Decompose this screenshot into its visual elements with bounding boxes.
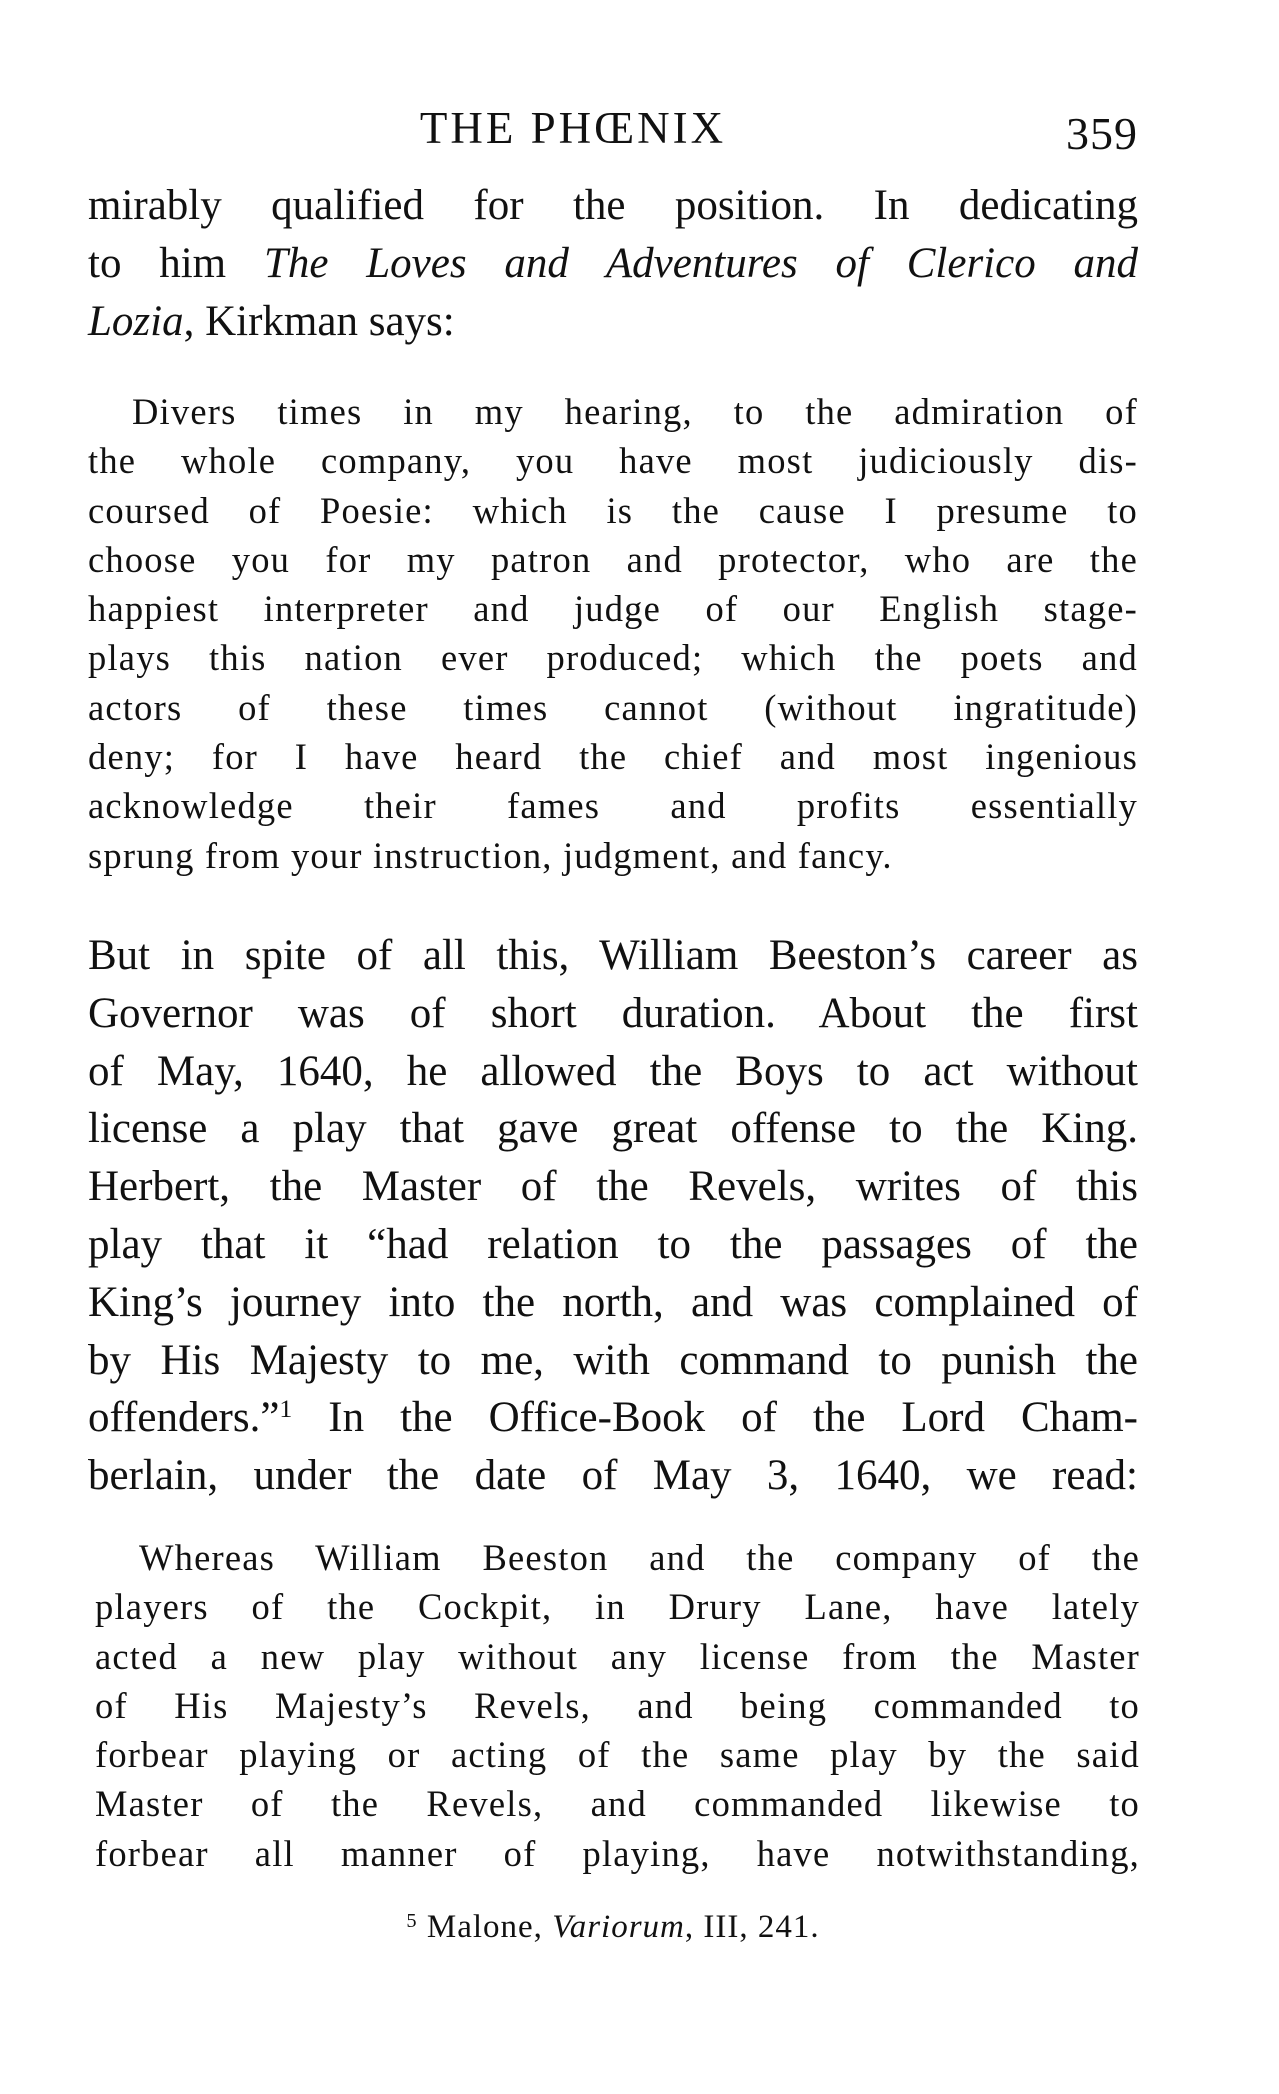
text-line xyxy=(88,235,1138,293)
text-line xyxy=(88,293,1138,351)
footnote-author: Malone, xyxy=(426,1909,553,1945)
footnote-ref: , III, 241. xyxy=(684,1909,820,1945)
text-line: But in spite of all this, William Beeston’s career as xyxy=(88,932,1138,979)
running-head-title: THE PHŒNIX xyxy=(419,103,727,153)
text-line: actors of these times cannot (without ingratitude) xyxy=(88,686,1138,728)
text-run: In the Office-Book of the Lord Cham- xyxy=(292,1394,1138,1442)
text-line: forbear all manner of playing, have notwithstanding, xyxy=(95,1832,1140,1874)
footnote-reference: 1 xyxy=(279,1394,293,1424)
running-head xyxy=(88,98,1138,158)
text-line: of His Majesty’s Revels, and being commanded to xyxy=(95,1684,1140,1726)
text-line: by His Majesty to me, with command to punish the xyxy=(88,1336,1138,1384)
page-number: 359 xyxy=(1066,108,1138,159)
text-line: players of the Cockpit, in Drury Lane, have lately xyxy=(95,1586,1140,1628)
text-line: Divers times in my hearing, to the admiration of xyxy=(132,391,1138,432)
text-line: coursed of Poesie: which is the cause I presume to xyxy=(88,489,1138,531)
text-line: deny; for I have heard the chief and most ingenious xyxy=(88,736,1138,778)
text-line: King’s journey into the north, and was complained of xyxy=(88,1278,1138,1326)
book-title: The Loves and Adventures of Clerico and xyxy=(263,239,1139,287)
footnote-title: Variorum xyxy=(552,1909,685,1945)
text-line xyxy=(88,1389,1138,1447)
text-run: to him xyxy=(88,239,264,287)
text-line: acknowledge their fames and profits essentially xyxy=(88,785,1138,827)
text-run: offenders.” xyxy=(88,1394,280,1442)
paragraph-intro xyxy=(88,177,1138,350)
text-run: , Kirkman says: xyxy=(183,297,455,345)
text-line: Governor was of short duration. About the first xyxy=(88,989,1138,1037)
text-line: berlain, under the date of May 3, 1640, we read: xyxy=(88,1452,1138,1500)
text-line: license a play that gave great offense to the King. xyxy=(88,1105,1138,1153)
paragraph-beeston xyxy=(88,927,1138,1505)
text-line: acted a new play without any license from the Master xyxy=(95,1635,1140,1677)
text-line: forbear playing or acting of the same play by the said xyxy=(95,1734,1140,1776)
footnote xyxy=(88,1905,1138,1949)
text-line: Whereas William Beeston and the company of the xyxy=(139,1537,1140,1578)
text-line: Herbert, the Master of the Revels, writes of this xyxy=(88,1163,1138,1211)
book-title: Lozia xyxy=(88,297,184,345)
text-line: mirably qualified for the position. In dedicating xyxy=(88,182,1138,229)
block-quote-office-book xyxy=(95,1533,1140,1878)
text-line: choose you for my patron and protector, who are the xyxy=(88,538,1138,580)
block-quote-kirkman xyxy=(88,387,1138,880)
text-line: play that it “had relation to the passages of the xyxy=(88,1220,1138,1268)
text-line: Master of the Revels, and commanded likewise to xyxy=(95,1783,1140,1825)
text-line: the whole company, you have most judiciously dis- xyxy=(88,440,1138,482)
text-line: sprung from your instruction, judgment, and fancy. xyxy=(88,834,893,876)
text-line: plays this nation ever produced; which the poets and xyxy=(88,637,1138,679)
text-line: happiest interpreter and judge of our English stage- xyxy=(88,588,1138,630)
text-line: of May, 1640, he allowed the Boys to act without xyxy=(88,1047,1138,1095)
footnote-marker: 5 xyxy=(406,1910,418,1932)
